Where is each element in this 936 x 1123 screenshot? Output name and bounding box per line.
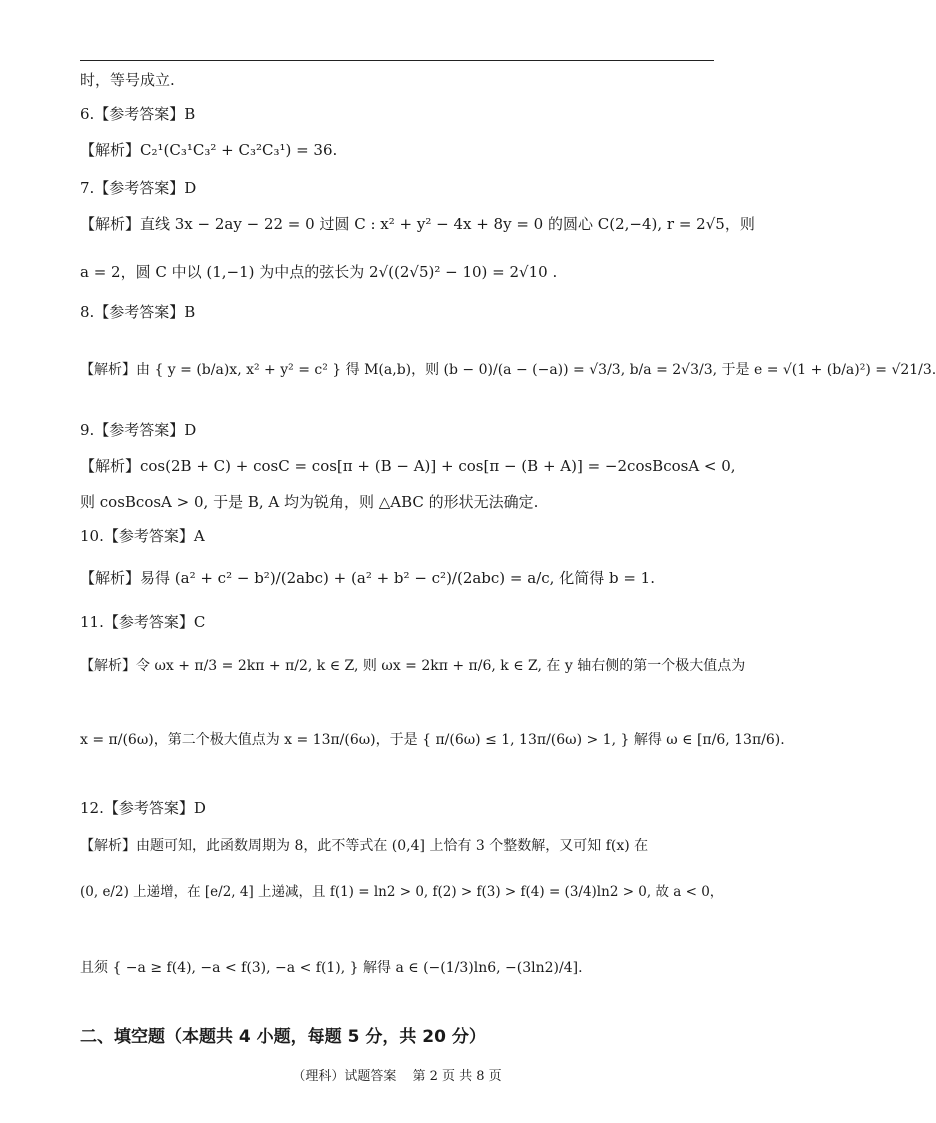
analysis-11-cont: x = π/(6ω)，第二个极大值点为 x = 13π/(6ω)，于是 { π/(6ω) ≤ 1, 13π/(6ω) > 1, } 解得 ω ∈ [π/6, 13π/6). <box>80 732 785 748</box>
analysis-12-cont2: 且须 { −a ≥ f(4), −a < f(3), −a < f(1), } 解得 a ∈ (−(1/3)ln6, −(3ln2)/4]. <box>80 960 583 976</box>
continuation-text: 时，等号成立. <box>80 71 175 89</box>
answer-8: 8.【参考答案】B <box>80 303 196 321</box>
section-heading: 二、填空题（本题共 4 小题，每题 5 分，共 20 分） <box>80 1027 486 1047</box>
answer-11: 11.【参考答案】C <box>80 613 206 631</box>
analysis-12-cont: (0, e/2) 上递增，在 [e/2, 4] 上递减，且 f(1) = ln2 > 0, f(2) > f(3) > f(4) = (3/4)ln2 > 0, 故 a < 0， <box>80 884 724 900</box>
footer-page-number: 第 2 页 共 8 页 <box>412 1069 502 1084</box>
footer-subject: （理科）试题答案 <box>292 1069 397 1084</box>
analysis-6: 【解析】C₂¹(C₃¹C₃² + C₃²C₃¹) = 36. <box>80 141 338 159</box>
analysis-10: 【解析】易得 (a² + c² − b²)/(2abc) + (a² + b² − c²)/(2abc) = a/c, 化简得 b = 1. <box>80 569 655 587</box>
answer-10: 10.【参考答案】A <box>80 527 205 545</box>
answer-7: 7.【参考答案】D <box>80 179 197 197</box>
analysis-9-cont: 则 cosBcosA > 0, 于是 B, A 均为锐角，则 △ABC 的形状无法确定. <box>80 493 539 511</box>
analysis-11: 【解析】令 ωx + π/3 = 2kπ + π/2, k ∈ Z, 则 ωx = 2kπ + π/6, k ∈ Z, 在 y 轴右侧的第一个极大值点为 <box>80 658 746 674</box>
answer-9: 9.【参考答案】D <box>80 421 197 439</box>
answer-6: 6.【参考答案】B <box>80 105 196 123</box>
page-footer <box>0 1065 794 1084</box>
analysis-7: 【解析】直线 3x − 2ay − 22 = 0 过圆 C : x² + y² − 4x + 8y = 0 的圆心 C(2,−4), r = 2√5，则 <box>80 215 755 233</box>
analysis-7-cont: a = 2，圆 C 中以 (1,−1) 为中点的弦长为 2√((2√5)² − 10) = 2√10 . <box>80 263 558 281</box>
analysis-9: 【解析】cos(2B + C) + cosC = cos[π + (B − A)] + cos[π − (B + A)] = −2cosBcosA < 0, <box>80 457 736 475</box>
answer-12: 12.【参考答案】D <box>80 799 206 817</box>
analysis-12: 【解析】由题可知，此函数周期为 8，此不等式在 (0,4] 上恰有 3 个整数解，又可知 f(x) 在 <box>80 838 649 854</box>
top-rule <box>80 60 714 61</box>
analysis-8: 【解析】由 { y = (b/a)x, x² + y² = c² } 得 M(a,b)，则 (b − 0)/(a − (−a)) = √3/3, b/a = 2√3/3, 于是 e = √(1 + (b/a)²) = √21/3. <box>80 362 936 378</box>
